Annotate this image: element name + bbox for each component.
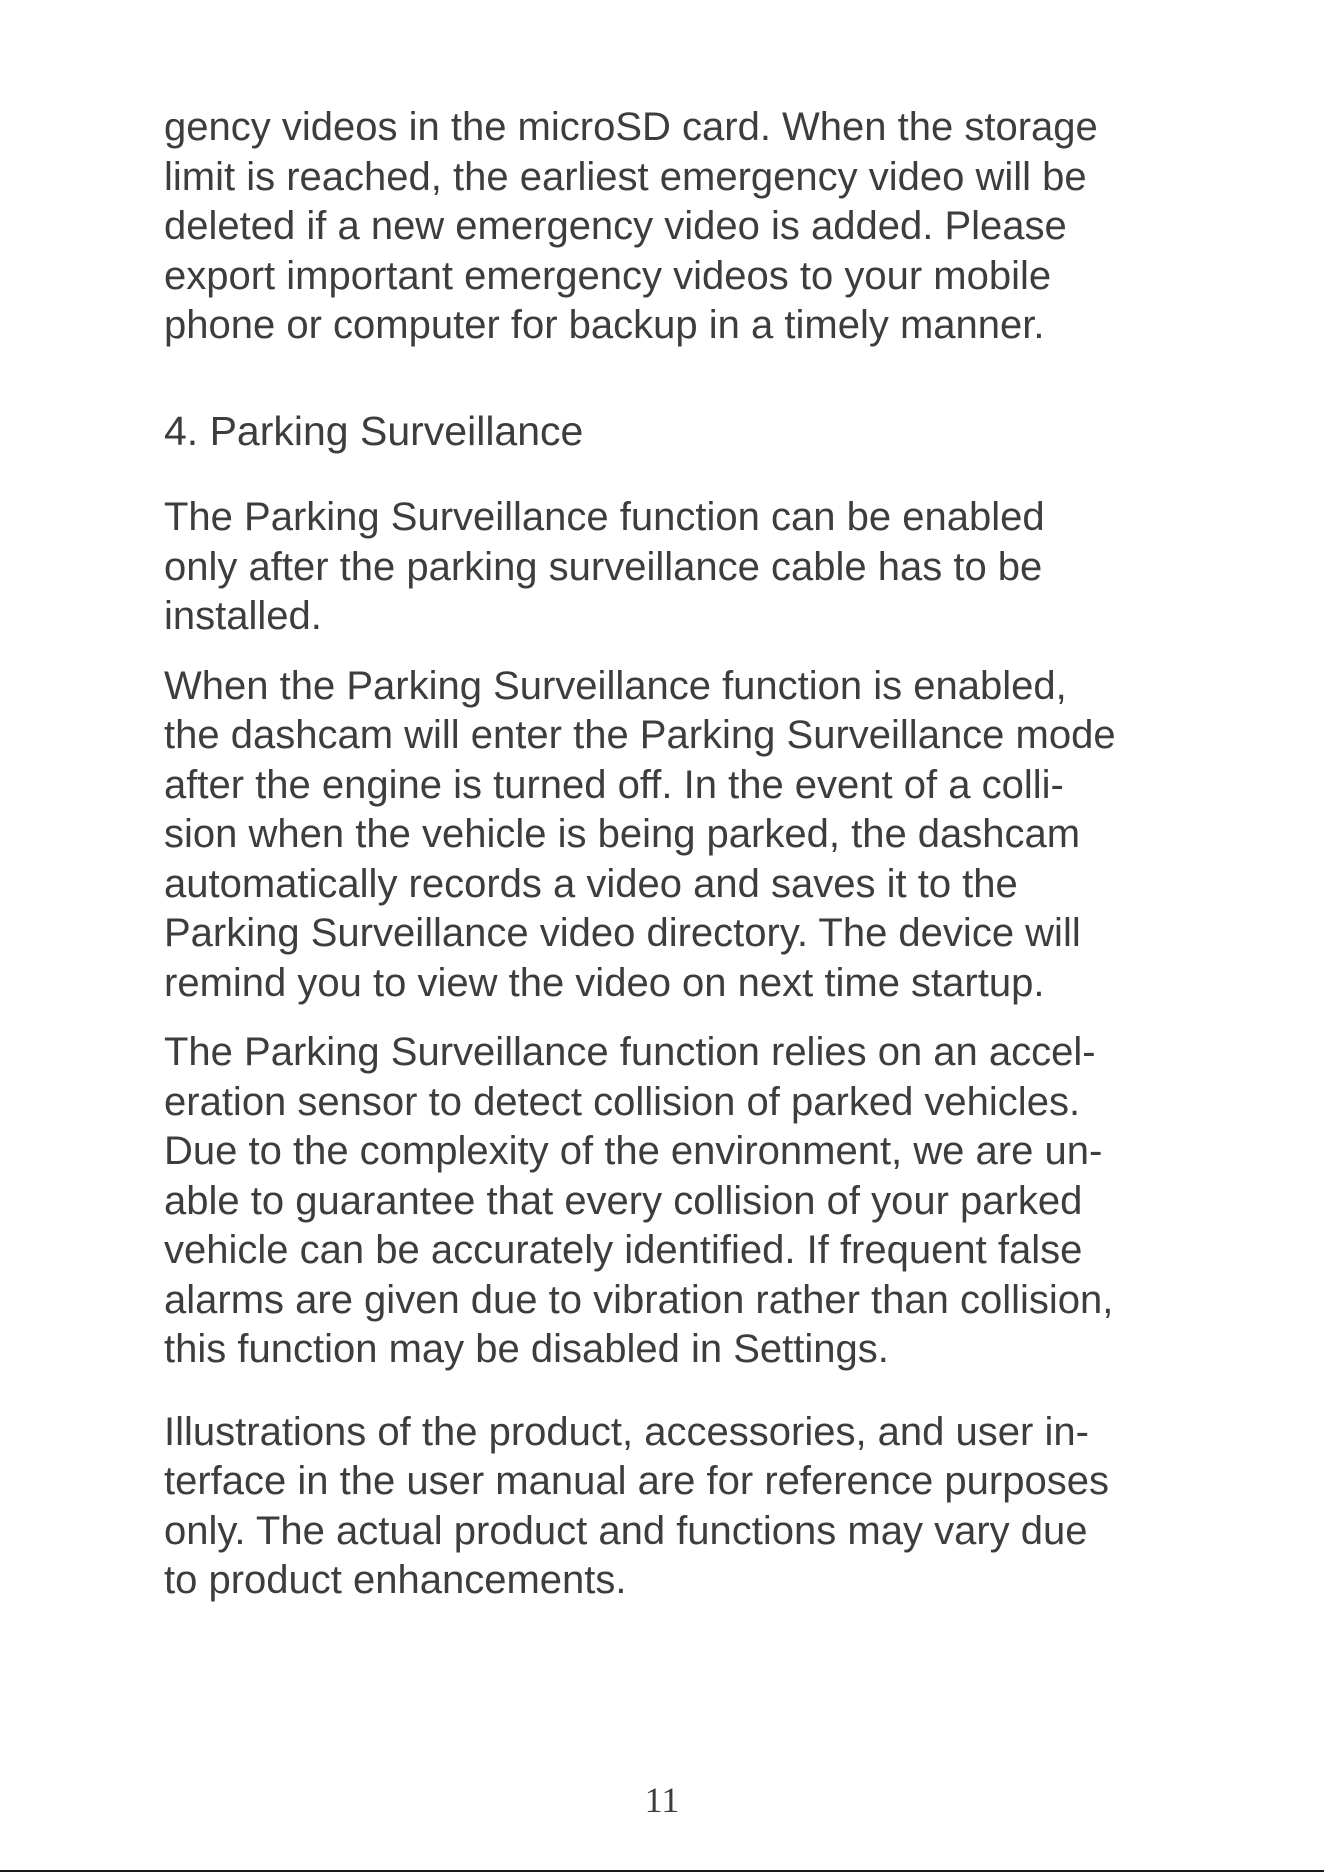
text-line: the dashcam will enter the Parking Surveillance mode (164, 713, 1116, 757)
text-line: only after the parking surveillance cable has to be (164, 544, 1043, 589)
text-line: When the Parking Surveillance function is enabled, (164, 663, 1067, 708)
text-line: gency videos in the microSD card. When the storage (164, 105, 1098, 149)
page-content (164, 103, 1184, 1606)
paragraph-enable-requirement (164, 493, 1184, 642)
text-line: Due to the complexity of the environment, we are un- (164, 1129, 1103, 1173)
text-line: installed. (164, 594, 322, 638)
text-line: automatically records a video and saves it to the (164, 861, 1018, 906)
text-line: after the engine is turned off. In the event of a colli- (164, 762, 1064, 807)
text-line: vehicle can be accurately identified. If frequent false (164, 1228, 1083, 1272)
text-line: terface in the user manual are for reference purposes (164, 1459, 1109, 1503)
text-line: to product enhancements. (164, 1558, 627, 1602)
text-line: deleted if a new emergency video is added. Please (164, 204, 1067, 248)
text-line: phone or computer for backup in a timely manner. (164, 303, 1045, 347)
text-line: remind you to view the video on next time startup. (164, 960, 1045, 1005)
intro-paragraph (164, 103, 1184, 351)
text-line: eration sensor to detect collision of parked vehicles. (164, 1079, 1081, 1124)
paragraph-sensor-limitations (164, 1028, 1184, 1375)
text-line: only. The actual product and functions may vary due (164, 1508, 1088, 1553)
text-line: able to guarantee that every collision of your parked (164, 1178, 1083, 1223)
text-line: Illustrations of the product, accessories, and user in- (164, 1409, 1089, 1454)
text-line: The Parking Surveillance function relies on an accel- (164, 1030, 1096, 1074)
paragraph-illustration-disclaimer (164, 1408, 1184, 1606)
text-line: alarms are given due to vibration rather than collision, (164, 1277, 1114, 1322)
text-line: export important emergency videos to your mobile (164, 253, 1052, 298)
text-line: limit is reached, the earliest emergency video will be (164, 154, 1087, 199)
text-line: Parking Surveillance video directory. The device will (164, 911, 1081, 955)
page-number: 11 (644, 1780, 680, 1820)
text-line: sion when the vehicle is being parked, the dashcam (164, 812, 1081, 856)
paragraph-surveillance-mode (164, 662, 1184, 1009)
text-line: this function may be disabled in Settings. (164, 1327, 889, 1371)
section-heading: 4. Parking Surveillance (164, 407, 584, 454)
text-line: The Parking Surveillance function can be enabled (164, 495, 1045, 539)
